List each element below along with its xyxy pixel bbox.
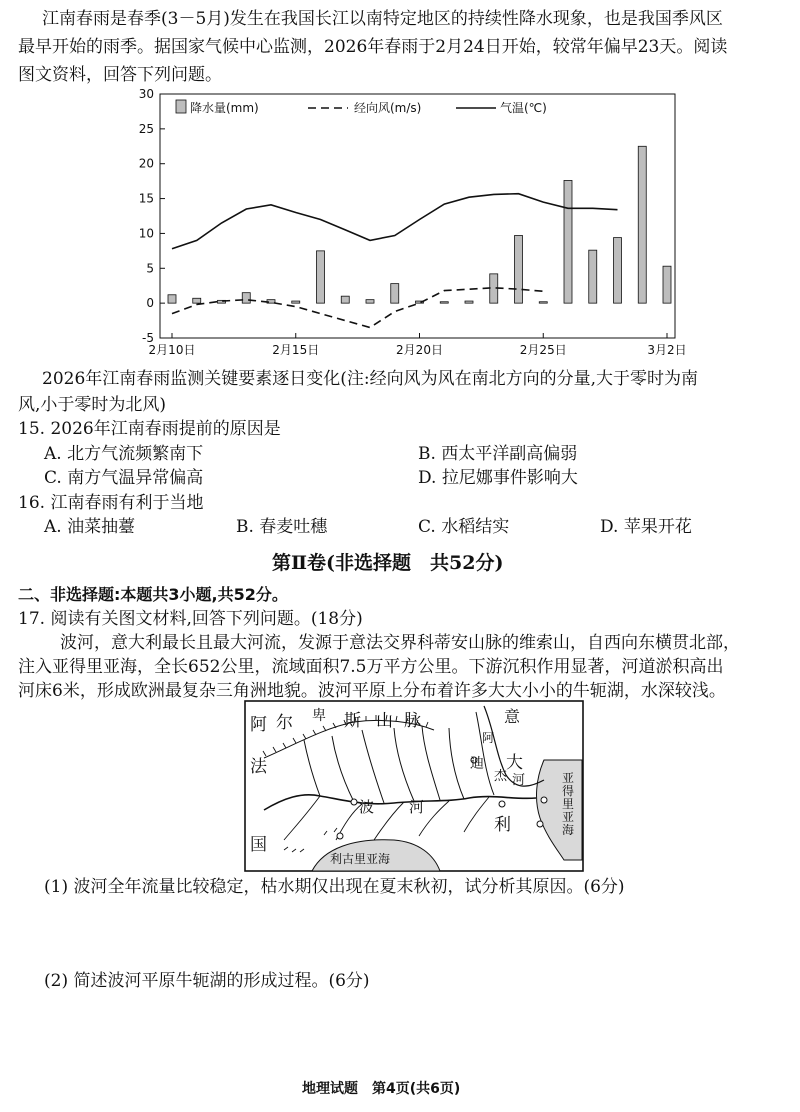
map-label-po-1: 波 [359,798,375,816]
precipitation-bar [193,298,201,303]
city-marker [541,797,547,803]
question-16-stem: 16. 江南春雨有利于当地 [18,493,204,513]
chart-caption-line-2: 风,小于零时为北风) [18,395,167,415]
map-label-ligurian: 利古里亚海 [330,852,391,866]
map-label-alps-2: 尔 [276,713,293,733]
q15-option-d[interactable]: D. 拉尼娜事件影响大 [418,468,578,488]
map-label-italy-top: 意 [504,707,521,726]
map-label-adriatic-2: 得 [562,784,575,798]
city-marker [351,799,357,805]
map-label-adriatic-5: 海 [562,823,575,837]
q15-option-a[interactable]: A. 北方气流频繁南下 [44,444,204,464]
map-label-france-2: 国 [250,835,267,855]
section-title: 第Ⅱ卷(非选择题 共52分) [272,552,504,574]
map-label-france-1: 法 [250,757,267,777]
map-label-alps-1: 阿 [250,715,267,735]
page-footer: 地理试题 第4页(共6页) [302,1081,461,1097]
q16-option-d[interactable]: D. 苹果开花 [600,517,692,537]
intro-line-2: 最早开始的雨季。据国家气候中心监测，2026年春雨于2月24日开始，较常年偏早23天。阅读 [18,37,728,57]
y-tick-label: 5 [146,261,154,276]
map-label-adriatic-4: 亚 [562,810,575,824]
precipitation-bar [242,293,250,303]
section-heading: 二、非选择题:本题共3小题,共52分。 [18,585,288,604]
y-tick-label: 25 [138,121,154,136]
precipitation-bar [663,266,671,303]
question-15-stem: 15. 2026年江南春雨提前的原因是 [18,419,281,439]
q17-para-line-2: 注入亚得里亚海，全长652公里，流域面积7.5万平方公里。下游沉积作用显著，河道淤积高出 [18,657,724,677]
chart-lines [172,194,618,328]
q15-option-b[interactable]: B. 西太平洋副高偏弱 [418,444,578,464]
x-tick-label: 2月10日 [148,343,196,357]
y-tick-label: 30 [138,88,154,101]
x-tick-label: 2月20日 [396,343,443,357]
meridional-wind-line [172,288,543,328]
intro-line-3: 图文资料，回答下列问题。 [18,65,222,85]
po-river-map [244,700,584,872]
precipitation-bar [317,251,325,303]
map-label-adige-1: 阿 [482,731,495,745]
map-label-adriatic-3: 里 [562,797,575,811]
legend-temperature: 气温(℃) [500,101,547,115]
y-tick-label: -5 [142,331,154,345]
map-label-italy-bottom: 大 [506,753,523,773]
city-marker [499,801,505,807]
precipitation-bar [614,238,622,304]
chart-legend [176,100,547,115]
q17-subquestion-1: (1) 波河全年流量比较稳定，枯水期仅出现在夏末秋初，试分析其原因。(6分) [44,877,625,897]
map-label-alps-6: 脉 [404,711,421,731]
precipitation-bar [515,236,523,304]
legend-bar-swatch [176,100,186,113]
precipitation-bars [168,146,671,303]
map-label-adriatic-1: 亚 [562,771,575,785]
map-label-adige-2: 迪 [470,756,484,772]
precipitation-bar [366,300,374,303]
map-label-po-2: 河 [409,798,425,816]
precipitation-bar [440,302,448,303]
q16-option-b[interactable]: B. 春麦吐穗 [236,517,328,537]
x-tick-label: 2月15日 [272,343,320,357]
precipitation-bar [391,284,399,304]
q17-para-line-1: 波河，意大利最长且最大河流，发源于意法交界科蒂安山脉的维索山，自西向东横贯北部， [60,633,740,653]
map-label-adige-3: 杰 [494,769,508,784]
intro-line-1: 江南春雨是春季(3－5月)发生在我国长江以南特定地区的持续性降水现象，也是我国季风区 [42,9,723,29]
precipitation-bar [589,250,597,303]
temperature-line [172,194,618,249]
map-label-adige-4: 河 [512,773,526,788]
q15-option-c[interactable]: C. 南方气温异常偏高 [44,468,204,488]
precipitation-bar [564,180,572,303]
precipitation-bar [341,296,349,303]
q17-para-line-3: 河床6米，形成欧洲最复杂三角洲地貌。波河平原上分布着许多大大小小的牛轭湖，水深较浅。 [18,681,726,701]
legend-wind: 经向风(m/s) [354,101,422,115]
map-label-li: 利 [494,815,511,835]
y-tick-label: 20 [138,156,154,171]
y-tick-label: 10 [138,226,154,241]
precipitation-bar [292,301,300,303]
map-label-alps-4: 斯 [344,711,361,731]
map-label-alps-5: 山 [376,711,393,731]
q17-subquestion-2: (2) 简述波河平原牛轭湖的形成过程。(6分) [44,971,370,991]
legend-precipitation: 降水量(mm) [190,101,259,115]
precipitation-bar [539,302,547,303]
x-tick-label: 2月25日 [519,343,567,357]
map-label-alps-3: 卑 [312,708,326,724]
x-tick-label: 3月2日 [647,343,687,357]
precipitation-bar [638,146,646,303]
precipitation-chart [130,88,690,363]
chart-caption-line-1: 2026年江南春雨监测关键要素逐日变化(注:经向风为风在南北方向的分量,大于零时为南 [42,369,699,389]
question-17-stem: 17. 阅读有关图文材料,回答下列问题。(18分) [18,609,363,629]
q16-option-c[interactable]: C. 水稻结实 [418,517,510,537]
y-tick-label: 15 [138,191,154,206]
precipitation-bar [465,301,473,303]
y-tick-label: 0 [146,296,154,311]
city-marker [537,821,543,827]
precipitation-bar [168,295,176,303]
city-marker [337,833,343,839]
q16-option-a[interactable]: A. 油菜抽薹 [44,517,136,537]
